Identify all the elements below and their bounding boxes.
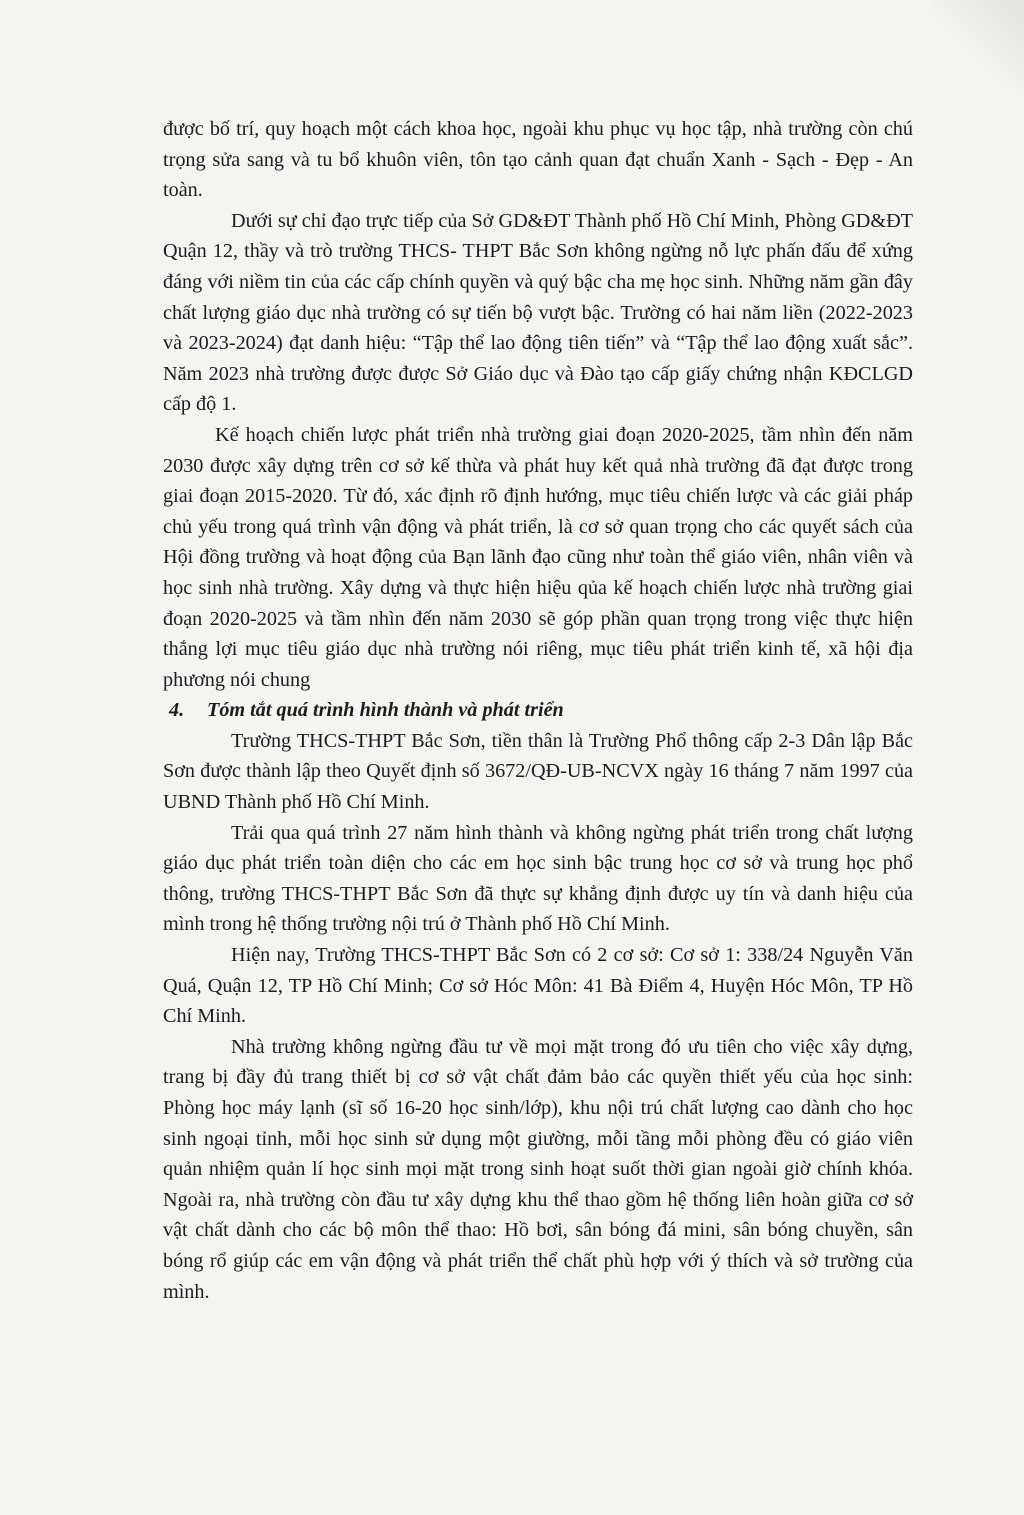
paragraph-continuation: được bố trí, quy hoạch một cách khoa học, ngoài khu phục vụ học tập, nhà trường còn chú trọng sửa sang và tu bổ khuôn viên, tôn tạo cảnh quan đạt chuẩn Xanh - Sạch - Đẹp - An toàn. bbox=[163, 118, 913, 202]
paragraph-development: Trải qua quá trình 27 năm hình thành và không ngừng phát triển trong chất lượng giáo dục phát triển toàn diện cho các em học sinh bậc trung học cơ sở và trung học phổ thông, trường THCS-THPT Bắc Sơn đã thực sự khẳng định được uy tín và danh hiệu của mình trong hệ thống trường nội trú ở Thành phố Hồ Chí Minh. bbox=[163, 821, 913, 936]
paragraph-history: Trường THCS-THPT Bắc Sơn, tiền thân là Trường Phổ thông cấp 2-3 Dân lập Bắc Sơn được thành lập theo Quyết định số 3672/QĐ-UB-NCVX ngày 16 tháng 7 năm 1997 của UBND Thành phố Hồ Chí Minh. bbox=[163, 729, 913, 814]
paragraph-strategic-plan: Kế hoạch chiến lược phát triển nhà trường giai đoạn 2020-2025, tầm nhìn đến năm 2030 được xây dựng trên cơ sở kế thừa và phát huy kết quả nhà trường đã đạt được trong giai đoạn 2015-2020. Từ đó, xác định rõ định hướng, mục tiêu chiến lược và các giải pháp chủ yếu trong quá trình vận động và phát triển, là cơ sở quan trọng cho các quyết sách của Hội đồng trường và hoạt động của Bạn lãnh đạo cũng như toàn thể giáo viên, nhân viên và học sinh nhà trường. Xây dựng và thực hiện hiệu qủa kế hoạch chiến lược nhà trường giai đoạn 2020-2025 và tầm nhìn đến năm 2030 sẽ góp phần quan trọng trong việc thực hiện thắng lợi mục tiêu giáo dục nhà trường nói riêng, mục tiêu phát triển kinh tế, xã hội địa phương nói chung bbox=[163, 423, 913, 691]
scan-corner-shading bbox=[934, 0, 1024, 90]
paragraph-facilities: Nhà trường không ngừng đầu tư về mọi mặt trong đó ưu tiên cho việc xây dựng, trang bị đầy đủ trang thiết bị cơ sở vật chất đảm bảo các quyền thiết yếu của học sinh: Phòng học máy lạnh (sĩ số 16-20 học sinh/lớp), khu nội trú chất lượng cao dành cho học sinh ngoại tỉnh, mỗi học sinh sử dụng một giường, mỗi tầng mỗi phòng đều có giáo viên quản nhiệm quản lí học sinh mọi mặt trong sinh hoạt suốt thời gian ngoài giờ chính khóa. Ngoài ra, nhà trường còn đầu tư xây dựng khu thể thao gồm hệ thống liên hoàn giữa cơ sở vật chất dành cho các bộ môn thể thao: Hồ bơi, sân bóng đá mini, sân bóng chuyền, sân bóng rổ giúp các em vận động và phát triển thể chất phù hợp với ý thích và sở trường của mình. bbox=[163, 1035, 913, 1303]
document-body bbox=[163, 114, 913, 1307]
paragraph-campuses: Hiện nay, Trường THCS-THPT Bắc Sơn có 2 cơ sở: Cơ sở 1: 338/24 Nguyễn Văn Quá, Quận 12, TP Hồ Chí Minh; Cơ sở Hóc Môn: 41 Bà Điểm 4, Huyện Hóc Môn, TP Hồ Chí Minh. bbox=[163, 944, 913, 1028]
paragraph-direction: Dưới sự chỉ đạo trực tiếp của Sở GD&ĐT Thành phố Hồ Chí Minh, Phòng GD&ĐT Quận 12, thầy và trò trường THCS- THPT Bắc Sơn không ngừng nỗ lực phấn đấu để xứng đáng với niềm tin của các cấp chính quyền và quý bậc cha mẹ học sinh. Những năm gần đây chất lượng giáo dục nhà trường có sự tiến bộ vượt bậc. Trường có hai năm liền (2022-2023 và 2023-2024) đạt danh hiệu: “Tập thể lao động tiên tiến” và “Tập thể lao động xuất sắc”. Năm 2023 nhà trường được được Sở Giáo dục và Đào tạo cấp giấy chứng nhận KĐCLGD cấp độ 1. bbox=[163, 209, 913, 416]
section-number: 4. bbox=[169, 699, 185, 722]
section-title: Tóm tắt quá trình hình thành và phát triển bbox=[207, 699, 564, 722]
section-heading bbox=[163, 695, 913, 726]
